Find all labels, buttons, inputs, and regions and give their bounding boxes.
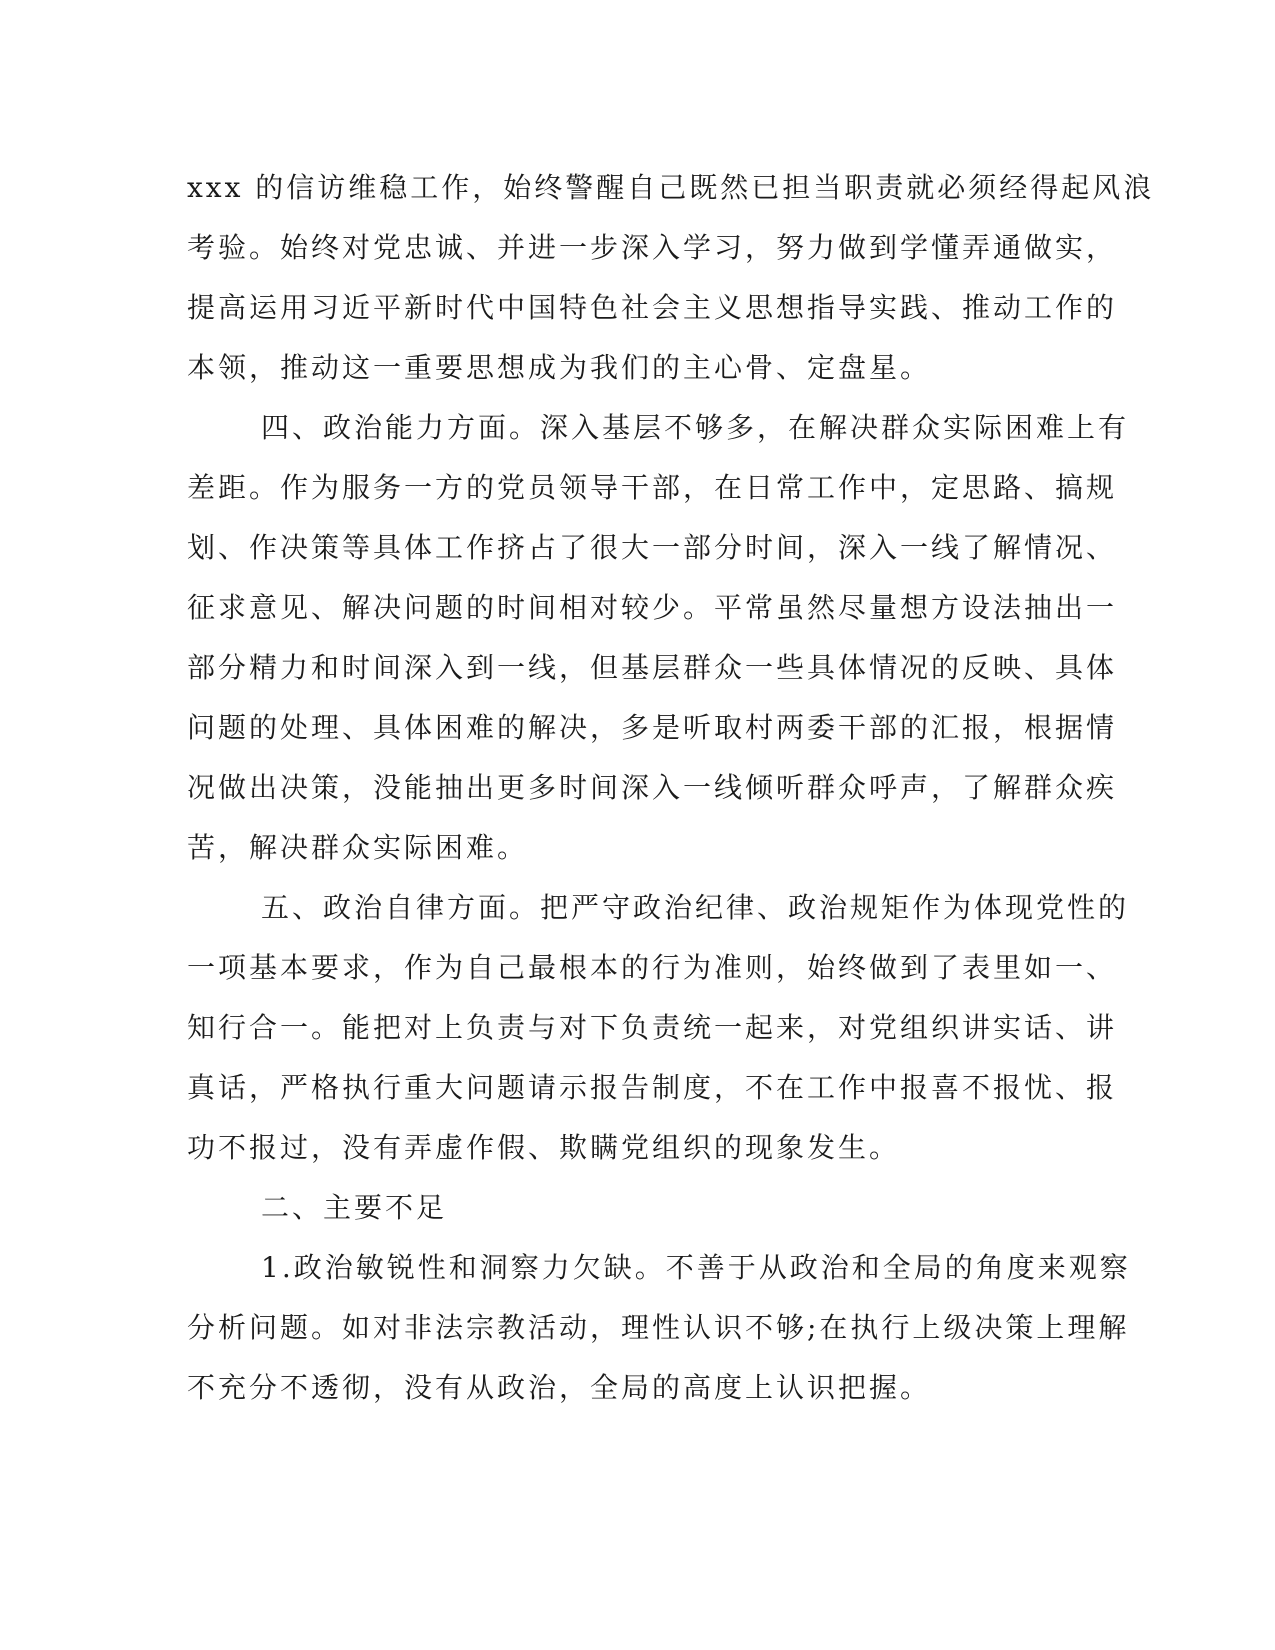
text-line: 知行合一。能把对上负责与对下负责统一起来，对党组织讲实话、讲 [187, 1011, 1118, 1044]
text-line: 一项基本要求，作为自己最根本的行为准则，始终做到了表里如一、 [187, 951, 1118, 984]
text-line: 分析问题。如对非法宗教活动，理性认识不够;在执行上级决策上理解 [187, 1311, 1130, 1344]
text-line: 真话，严格执行重大问题请示报告制度，不在工作中报喜不报忧、报 [187, 1071, 1118, 1104]
text-line: 功不报过，没有弄虚作假、欺瞒党组织的现象发生。 [187, 1131, 901, 1164]
section-heading: 二、主要不足 [261, 1191, 448, 1224]
text-line: 考验。始终对党忠诚、并进一步深入学习，努力做到学懂弄通做实， [187, 231, 1118, 264]
text-line: 问题的处理、具体困难的解决，多是听取村两委干部的汇报，根据情 [187, 711, 1118, 744]
document-body [187, 158, 1155, 1418]
text-line: 本领，推动这一重要思想成为我们的主心骨、定盘星。 [187, 351, 932, 384]
text-line: xxx 的信访维稳工作，始终警醒自己既然已担当职责就必须经得起风浪 [187, 171, 1155, 204]
text-line: 差距。作为服务一方的党员领导干部，在日常工作中，定思路、搞规 [187, 471, 1118, 504]
text-line: 征求意见、解决问题的时间相对较少。平常虽然尽量想方设法抽出一 [187, 591, 1118, 624]
text-line: 划、作决策等具体工作挤占了很大一部分时间，深入一线了解情况、 [187, 531, 1118, 564]
text-line: 况做出决策，没能抽出更多时间深入一线倾听群众呼声，了解群众疾 [187, 771, 1118, 804]
text-line: 部分精力和时间深入到一线，但基层群众一些具体情况的反映、具体 [187, 651, 1118, 684]
text-line: 提高运用习近平新时代中国特色社会主义思想指导实践、推动工作的 [187, 291, 1118, 324]
text-line: 苦，解决群众实际困难。 [187, 831, 529, 864]
text-line: 不充分不透彻，没有从政治，全局的高度上认识把握。 [187, 1371, 932, 1404]
paragraph-heading-line: 1.政治敏锐性和洞察力欠缺。不善于从政治和全局的角度来观察 [261, 1251, 1131, 1284]
paragraph-heading-line: 四、政治能力方面。深入基层不够多，在解决群众实际困难上有 [261, 411, 1130, 444]
paragraph-heading-line: 五、政治自律方面。把严守政治纪律、政治规矩作为体现党性的 [261, 891, 1130, 924]
